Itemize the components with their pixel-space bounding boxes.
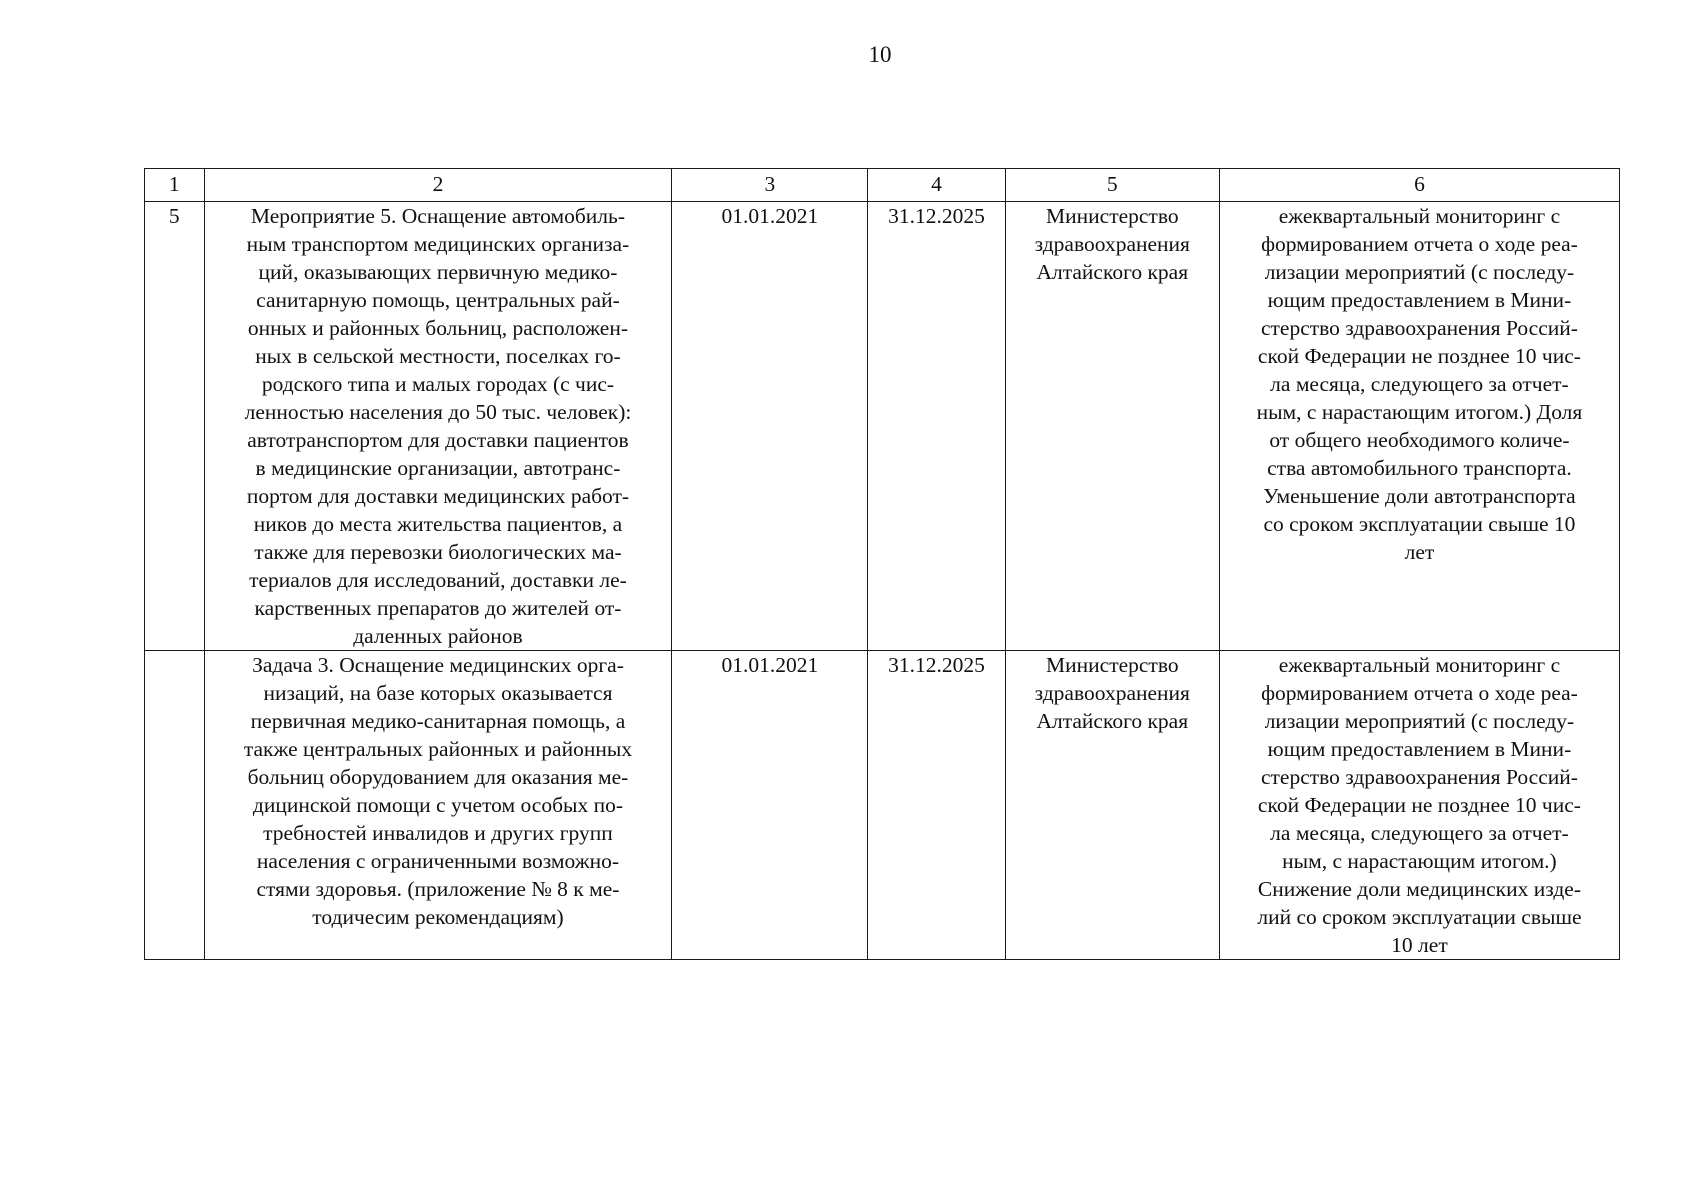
table-row <box>145 651 1620 960</box>
table-row <box>145 202 1620 651</box>
start-date-cell <box>672 202 868 651</box>
result-cell <box>1219 651 1619 960</box>
start-date: 01.01.2021 <box>721 204 819 228</box>
responsible-cell <box>1005 651 1219 960</box>
result-text: ежеквартальный мониторинг с формированием отчета о ходе реа- лизации мероприятий (с последу- ющим предоставлением в Мини- стерство здравоохранения Россий- ской Федерации не позднее 10 чис- ла месяца, следующего за отчет- ным, с нарастающим итогом.) Доля от общего необходимого количе- ства автомобильного транспорта. Уменьшение доли автотранспорта со сроком эксплуатации свыше 10 лет <box>1256 204 1583 564</box>
start-date-cell <box>672 651 868 960</box>
page-number: 10 <box>868 42 892 67</box>
row-number-cell <box>145 651 205 960</box>
column-header-6: 6 <box>1219 169 1619 202</box>
column-header-1: 1 <box>145 169 205 202</box>
column-header-4: 4 <box>868 169 1005 202</box>
plan-table <box>144 168 1620 960</box>
end-date: 31.12.2025 <box>888 204 985 228</box>
start-date: 01.01.2021 <box>721 653 819 677</box>
end-date: 31.12.2025 <box>888 653 985 677</box>
responsible-text: Министерство здравоохранения Алтайского края <box>1034 653 1190 733</box>
column-header-5: 5 <box>1005 169 1219 202</box>
responsible-cell <box>1005 202 1219 651</box>
row-number: 5 <box>168 204 180 228</box>
result-text: ежеквартальный мониторинг с формированием отчета о ходе реа- лизации мероприятий (с последу- ющим предоставлением в Мини- стерство здравоохранения Россий- ской Федерации не позднее 10 чис- ла месяца, следующего за отчет- ным, с нарастающим итогом.) Снижение доли медицинских изде- лий со сроком эксплуатации свыше 10 лет <box>1257 653 1582 957</box>
end-date-cell <box>868 202 1005 651</box>
description-text: Задача 3. Оснащение медицинских орга- низаций, на базе которых оказывается первичная медико-санитарная помощь, а также центральных районных и районных больниц оборудованием для оказания ме- дицинской помощи с учетом особых по- требностей инвалидов и других групп населения с ограниченными возможно- стями здоровья. (приложение № 8 к ме- тодичесим рекомендациям) <box>243 653 633 929</box>
responsible-text: Министерство здравоохранения Алтайского края <box>1034 204 1190 284</box>
description-text: Мероприятие 5. Оснащение автомобиль- ным транспортом медицинских организа- ций, оказывающих первичную медико- санитарную помощь, центральных рай- онных и районных больниц, расположен- ных в сельской местности, поселках го- родского типа и малых городах (с чис- ленностью населения до 50 тыс. человек): автотранспортом для доставки пациентов в медицинские организации, автотранс- портом для доставки медицинских работ- ников до места жительства пациентов, а также для перевозки биологических ма- териалов для исследований, доставки ле- карственных препаратов до жителей от- даленных районов <box>244 204 632 648</box>
column-header-2: 2 <box>204 169 672 202</box>
column-header-3: 3 <box>672 169 868 202</box>
description-cell <box>204 651 672 960</box>
end-date-cell <box>868 651 1005 960</box>
description-cell <box>204 202 672 651</box>
table-header-row <box>145 169 1620 202</box>
row-number-cell <box>145 202 205 651</box>
result-cell <box>1219 202 1619 651</box>
